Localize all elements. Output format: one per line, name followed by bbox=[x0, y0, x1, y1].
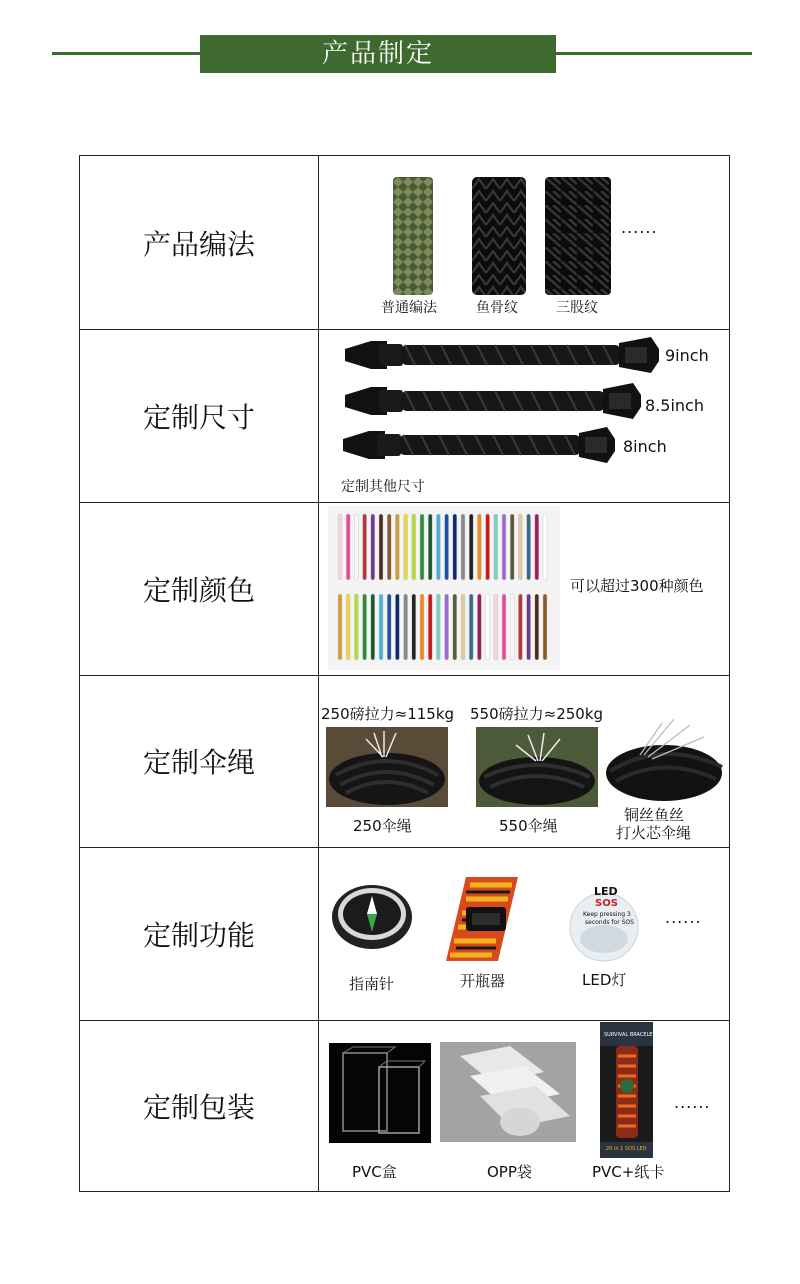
compass-label: 指南针 bbox=[349, 975, 395, 993]
pvc-card-image bbox=[600, 1022, 653, 1158]
header-rule-right bbox=[556, 52, 752, 55]
page-title: 产品制定 bbox=[200, 35, 556, 73]
row-packaging bbox=[80, 1020, 729, 1191]
product-customization-table bbox=[79, 155, 730, 1192]
size-8-5inch-label: 8.5inch bbox=[645, 396, 704, 415]
row-size bbox=[80, 329, 729, 503]
pvc-card-label: PVC+纸卡 bbox=[592, 1163, 665, 1181]
led-light-label: LED灯 bbox=[582, 971, 627, 989]
header-rule-left bbox=[52, 52, 200, 55]
bracelet-9inch-image bbox=[343, 335, 661, 375]
opp-bag-image bbox=[440, 1042, 576, 1142]
weave-three-strand-image bbox=[545, 177, 611, 295]
bracelet-8inch-image bbox=[341, 425, 617, 467]
size-8inch-label: 8inch bbox=[623, 437, 667, 456]
weave-three-strand-label: 三股纹 bbox=[556, 300, 598, 316]
paracord-550-image bbox=[476, 727, 598, 807]
row-content bbox=[319, 675, 729, 847]
pvc-card-top-text: SURVIVAL BRACELET bbox=[604, 1032, 656, 1038]
row-color bbox=[80, 502, 729, 676]
pvc-box-image bbox=[329, 1043, 431, 1143]
row-content bbox=[319, 502, 729, 675]
spec-250-label: 250磅拉力≈115kg bbox=[321, 705, 455, 723]
custom-size-note: 定制其他尺寸 bbox=[341, 479, 425, 495]
paracord-550-label: 550伞绳 bbox=[499, 817, 558, 835]
more-ellipsis: ...... bbox=[621, 218, 658, 237]
row-content bbox=[319, 1020, 729, 1191]
opp-bag-label: OPP袋 bbox=[487, 1163, 532, 1181]
more-ellipsis: ...... bbox=[665, 908, 702, 927]
paracord-core-label-line2: 打火芯伞绳 bbox=[616, 824, 692, 842]
bottle-opener-image bbox=[436, 877, 536, 961]
row-label: 定制尺寸 bbox=[80, 329, 319, 502]
paracord-core-image bbox=[604, 715, 729, 807]
bottle-opener-label: 开瓶器 bbox=[460, 972, 506, 990]
color-count-note: 可以超过300种颜色 bbox=[570, 577, 704, 595]
weave-normal-image bbox=[393, 177, 433, 295]
led-instruction-line2: seconds for SOS bbox=[585, 919, 634, 926]
row-label: 定制包装 bbox=[80, 1020, 319, 1191]
color-swatch-card-image bbox=[328, 506, 560, 670]
weave-fishbone-image bbox=[472, 177, 526, 295]
size-9inch-label: 9inch bbox=[665, 346, 709, 365]
paracord-250-image bbox=[326, 727, 448, 807]
bracelet-8-5inch-image bbox=[343, 381, 643, 421]
row-label: 定制伞绳 bbox=[80, 675, 319, 847]
spec-550-label: 550磅拉力≈250kg bbox=[470, 705, 604, 723]
more-ellipsis: ...... bbox=[674, 1093, 711, 1112]
weave-normal-label: 普通编法 bbox=[381, 300, 437, 316]
paracord-250-label: 250伞绳 bbox=[353, 817, 412, 835]
compass-image bbox=[331, 883, 413, 949]
paracord-core-label-line1: 铜丝鱼丝 bbox=[624, 806, 685, 824]
weave-fishbone-label: 鱼骨纹 bbox=[476, 300, 518, 316]
row-paracord bbox=[80, 675, 729, 848]
row-weave bbox=[80, 156, 729, 330]
row-label: 定制功能 bbox=[80, 847, 319, 1020]
row-function bbox=[80, 847, 729, 1021]
led-instruction-line1: Keep pressing 3 bbox=[583, 911, 631, 918]
led-brand-text: LED bbox=[594, 885, 618, 898]
pvc-box-label: PVC盒 bbox=[352, 1163, 397, 1181]
led-sos-text: SOS bbox=[595, 898, 618, 909]
pvc-card-bottom-text: 20 in 1 SOS LED bbox=[606, 1146, 647, 1152]
row-label: 产品编法 bbox=[80, 156, 319, 329]
row-content bbox=[319, 329, 729, 502]
row-content bbox=[319, 847, 729, 1020]
row-content bbox=[319, 156, 729, 329]
row-label: 定制颜色 bbox=[80, 502, 319, 675]
